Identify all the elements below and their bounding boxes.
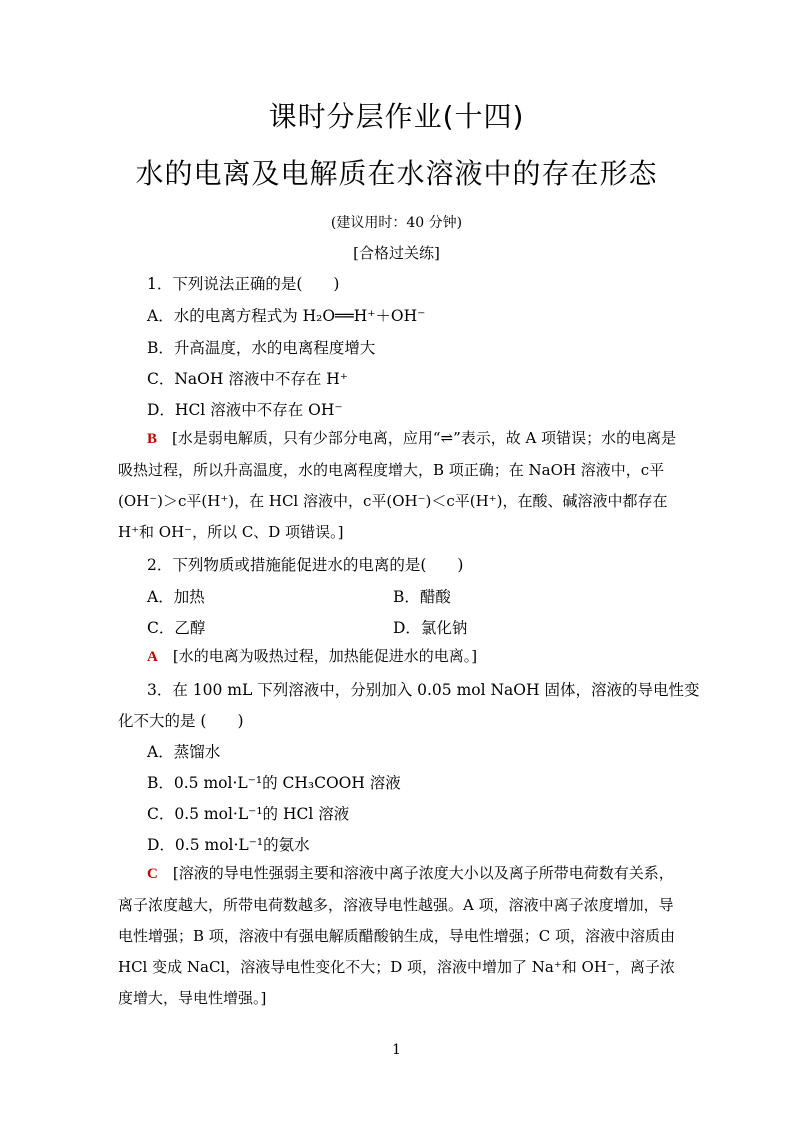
q1-answer-text: [水是弱电解质，只有少部分电离，应用“⇌”表示，故 A 项错误；水的电离是吸热过程，所以升高温度，水的电离程度增大，B 项正确；在 NaOH 溶液中，c平(OH⁻)＞c平(H⁺)，在 HCl 溶液中，c平(OH⁻)＜c平(H⁺)，在酸、碱溶液中都存在 H⁺和 OH⁻，所以 C、D 项错误。]: [118, 429, 677, 541]
q2-answer-mark: A: [147, 649, 158, 665]
q3-answer: [118, 858, 680, 1014]
q1-option-c: C．NaOH 溶液中不存在 H⁺: [147, 370, 348, 388]
q1-answer: [118, 423, 680, 548]
q3-option-d: D．0.5 mol·L⁻¹的氨水: [147, 836, 310, 854]
page-subtitle: 水的电离及电解质在水溶液中的存在形态: [135, 157, 658, 190]
page-title: 课时分层作业(十四): [268, 100, 525, 133]
q3-answer-mark: C: [147, 866, 158, 882]
q3-stem-line2: 化不大的是 ( ): [118, 712, 244, 730]
page-number: 1: [392, 1042, 401, 1058]
q1-stem: 1．下列说法正确的是( ): [147, 275, 340, 293]
q3-option-a: A．蒸馏水: [147, 743, 221, 761]
q2-answer: [118, 641, 680, 673]
q2-stem: 2．下列物质或措施能促进水的电离的是( ): [147, 556, 464, 574]
time-hint: (建议用时：40 分钟): [330, 215, 463, 231]
q2-option-d: D．氯化钠: [393, 619, 468, 637]
q2-option-c: C．乙醇: [147, 619, 206, 637]
q1-option-a: A．水的电离方程式为 H₂O══H⁺＋OH⁻: [147, 307, 426, 325]
q2-option-a: A．加热: [147, 588, 205, 606]
q3-option-b: B．0.5 mol·L⁻¹的 CH₃COOH 溶液: [147, 774, 401, 792]
q3-answer-text: [溶液的导电性强弱主要和溶液中离子浓度大小以及离子所带电荷数有关系，离子浓度越大，所带电荷数越多，溶液导电性越强。A 项，溶液中离子浓度增加，导电性增强；B 项，溶液中有强电解质醋酸钠生成，导电性增强；C 项，溶液中溶质由 HCl 变成 NaCl，溶液导电性变化不大；D 项，溶液中增加了 Na⁺和 OH⁻，离子浓度增大，导电性增强。]: [118, 864, 676, 1007]
q1-option-b: B．升高温度，水的电离程度增大: [147, 339, 376, 357]
q2-answer-text: [水的电离为吸热过程，加热能促进水的电离。]: [172, 647, 478, 665]
q3-stem-line1: 3．在 100 mL 下列溶液中，分别加入 0.05 mol NaOH 固体，溶液的导电性变: [147, 681, 700, 699]
section-label: [合格过关练]: [353, 244, 440, 262]
q2-option-b: B．醋酸: [393, 588, 451, 606]
q3-option-c: C．0.5 mol·L⁻¹的 HCl 溶液: [147, 805, 350, 823]
q1-option-d: D．HCl 溶液中不存在 OH⁻: [147, 401, 343, 419]
q1-answer-mark: B: [147, 431, 158, 447]
